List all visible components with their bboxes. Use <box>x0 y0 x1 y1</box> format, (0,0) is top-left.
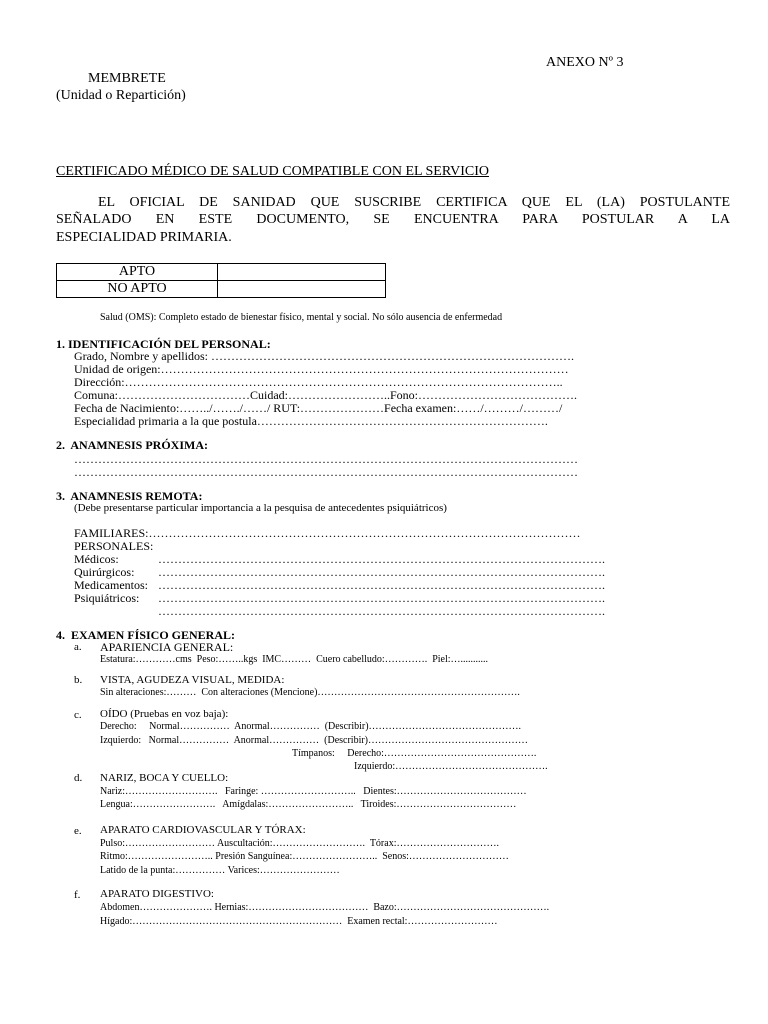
subsection-a-title: APARIENCIA GENERAL: <box>100 640 234 654</box>
field-anamnesis-proxima[interactable]: ……………………………………………………………………………………………………………… <box>74 465 578 479</box>
field-ear-left[interactable]: Izquierdo: Normal…………… Anormal…………… (Describir)………………………………………… <box>100 735 529 746</box>
fitness-status-table <box>56 263 386 298</box>
section-3-note: (Debe presentarse particular importancia a la pesquisa de antecedentes psiquiátricos) <box>74 502 447 514</box>
field-tympanum-left[interactable]: Izquierdo:………………………………………. <box>354 761 548 772</box>
field-psiquiatricos[interactable]: …………………………………………………………………………………………………. <box>158 591 605 605</box>
field-psiquiatricos-extra[interactable]: …………………………………………………………………………………………………. <box>158 604 605 618</box>
item-letter-c: c. <box>74 709 82 721</box>
subsection-d-title: NARIZ, BOCA Y CUELLO: <box>100 772 229 784</box>
status-label: NO APTO <box>57 281 218 298</box>
field-tympanum-right[interactable]: Tímpanos: Derecho:………………………………………. <box>292 748 537 759</box>
section-4-title: 4. EXAMEN FÍSICO GENERAL: <box>56 628 236 642</box>
status-row-no-apto <box>57 281 386 298</box>
intro-line-2: SEÑALADO EN ESTE DOCUMENTO, SE ENCUENTRA PARA POSTULAR A LA <box>56 212 730 227</box>
section-1-title: 1. IDENTIFICACIÓN DEL PERSONAL: <box>56 337 271 351</box>
field-rhythm-pressure-breasts[interactable]: Ritmo:…………………….. Presión Sanguínea:…………………….. Senos:………………………… <box>100 851 509 862</box>
field-name[interactable]: Grado, Nombre y apellidos: ………………………………………………………………………………. <box>74 349 574 363</box>
item-letter-d: d. <box>74 772 83 784</box>
field-quirurgicos[interactable]: …………………………………………………………………………………………………. <box>158 565 605 579</box>
field-nose-throat-teeth[interactable]: Nariz:………………………. Faringe: ……………………….. Dientes:………………………………… <box>100 786 527 797</box>
status-row-apto <box>57 264 386 281</box>
field-address[interactable]: Dirección:……………………………………………………………………………………………….. <box>74 375 563 389</box>
label-medicamentos: Medicamentos: <box>74 578 148 592</box>
section-3-title: 3. ANAMNESIS REMOTA: <box>56 489 203 503</box>
field-general-appearance[interactable]: Estatura:…………cms Peso:……..kgs IMC……… Cuero cabelludo:…………. Piel:…........... <box>100 654 489 665</box>
field-apex-beat-varices[interactable]: Latido de la punta:…………… Varices:…………………… <box>100 865 340 876</box>
field-medicamentos[interactable]: …………………………………………………………………………………………………. <box>158 578 605 592</box>
label-quirurgicos: Quirúrgicos: <box>74 565 135 579</box>
item-letter-f: f. <box>74 889 81 901</box>
label-personales: PERSONALES: <box>74 539 154 553</box>
unit-placeholder: (Unidad o Repartición) <box>56 88 186 103</box>
status-label: APTO <box>57 264 218 281</box>
intro-line-3: ESPECIALIDAD PRIMARIA. <box>56 230 232 245</box>
field-ear-right[interactable]: Derecho: Normal…………… Anormal…………… (Describir)………………………………………. <box>100 721 522 732</box>
field-tongue-tonsils-thyroid[interactable]: Lengua:……………………. Amígdalas:…………………….. Tiroides:……………………………… <box>100 799 517 810</box>
field-familiares[interactable]: FAMILIARES:……………………………………………………………………………………………… <box>74 526 581 540</box>
field-vision[interactable]: Sin alteraciones:……… Con alteraciones (Mencione)……………………………………………………. <box>100 687 520 698</box>
letterhead-placeholder: MEMBRETE <box>88 71 166 86</box>
subsection-b-title: VISTA, AGUDEZA VISUAL, MEDIDA: <box>100 674 285 686</box>
status-value-field[interactable] <box>218 281 386 298</box>
status-value-field[interactable] <box>218 264 386 281</box>
intro-line-1: EL OFICIAL DE SANIDAD QUE SUSCRIBE CERTIFICA QUE EL (LA) POSTULANTE <box>98 195 730 210</box>
subsection-f-title: APARATO DIGESTIVO: <box>100 888 214 900</box>
field-unit-origin[interactable]: Unidad de origen:………………………………………………………………………………………… <box>74 362 569 376</box>
label-medicos: Médicos: <box>74 552 119 566</box>
subsection-e-title: APARATO CARDIOVASCULAR Y TÓRAX: <box>100 824 306 836</box>
annex-number: ANEXO Nº 3 <box>546 55 624 70</box>
field-pulse-auscultation-thorax[interactable]: Pulso:……………………… Auscultación:………………………. Tórax:…………………………. <box>100 838 499 849</box>
oms-health-definition: Salud (OMS): Completo estado de bienestar físico, mental y social. No sólo ausencia de enfermedad <box>100 312 503 323</box>
item-letter-b: b. <box>74 674 83 686</box>
field-medicos[interactable]: …………………………………………………………………………………………………. <box>158 552 605 566</box>
subsection-c-title: OÍDO (Pruebas en voz baja): <box>100 708 229 720</box>
item-letter-a: a. <box>74 641 82 653</box>
section-2-title: 2. ANAMNESIS PRÓXIMA: <box>56 438 209 452</box>
field-comuna-city-phone[interactable]: Comuna:……………………………Cuidad:……………………..Fono:…………………………………. <box>74 388 578 402</box>
field-liver-rectal-exam[interactable]: Hígado:……………………………………………………… Examen rectal:……………………… <box>100 916 498 927</box>
certificate-title: CERTIFICADO MÉDICO DE SALUD COMPATIBLE CON EL SERVICIO <box>56 164 489 179</box>
field-specialty[interactable]: Especialidad primaria a la que postula………………………………………………………………. <box>74 414 548 428</box>
field-abdomen-hernias-spleen[interactable]: Abdomen…………………. Hernias:……………………………… Bazo:………………………………………. <box>100 902 550 913</box>
field-birthdate-rut-exam-date[interactable]: Fecha de Nacimiento:……../……./……/ RUT:…………………Fecha examen:……/………/………/ <box>74 401 563 415</box>
field-anamnesis-proxima[interactable]: ……………………………………………………………………………………………………………… <box>74 452 578 466</box>
item-letter-e: e. <box>74 825 82 837</box>
label-psiquiatricos: Psiquiátricos: <box>74 591 140 605</box>
